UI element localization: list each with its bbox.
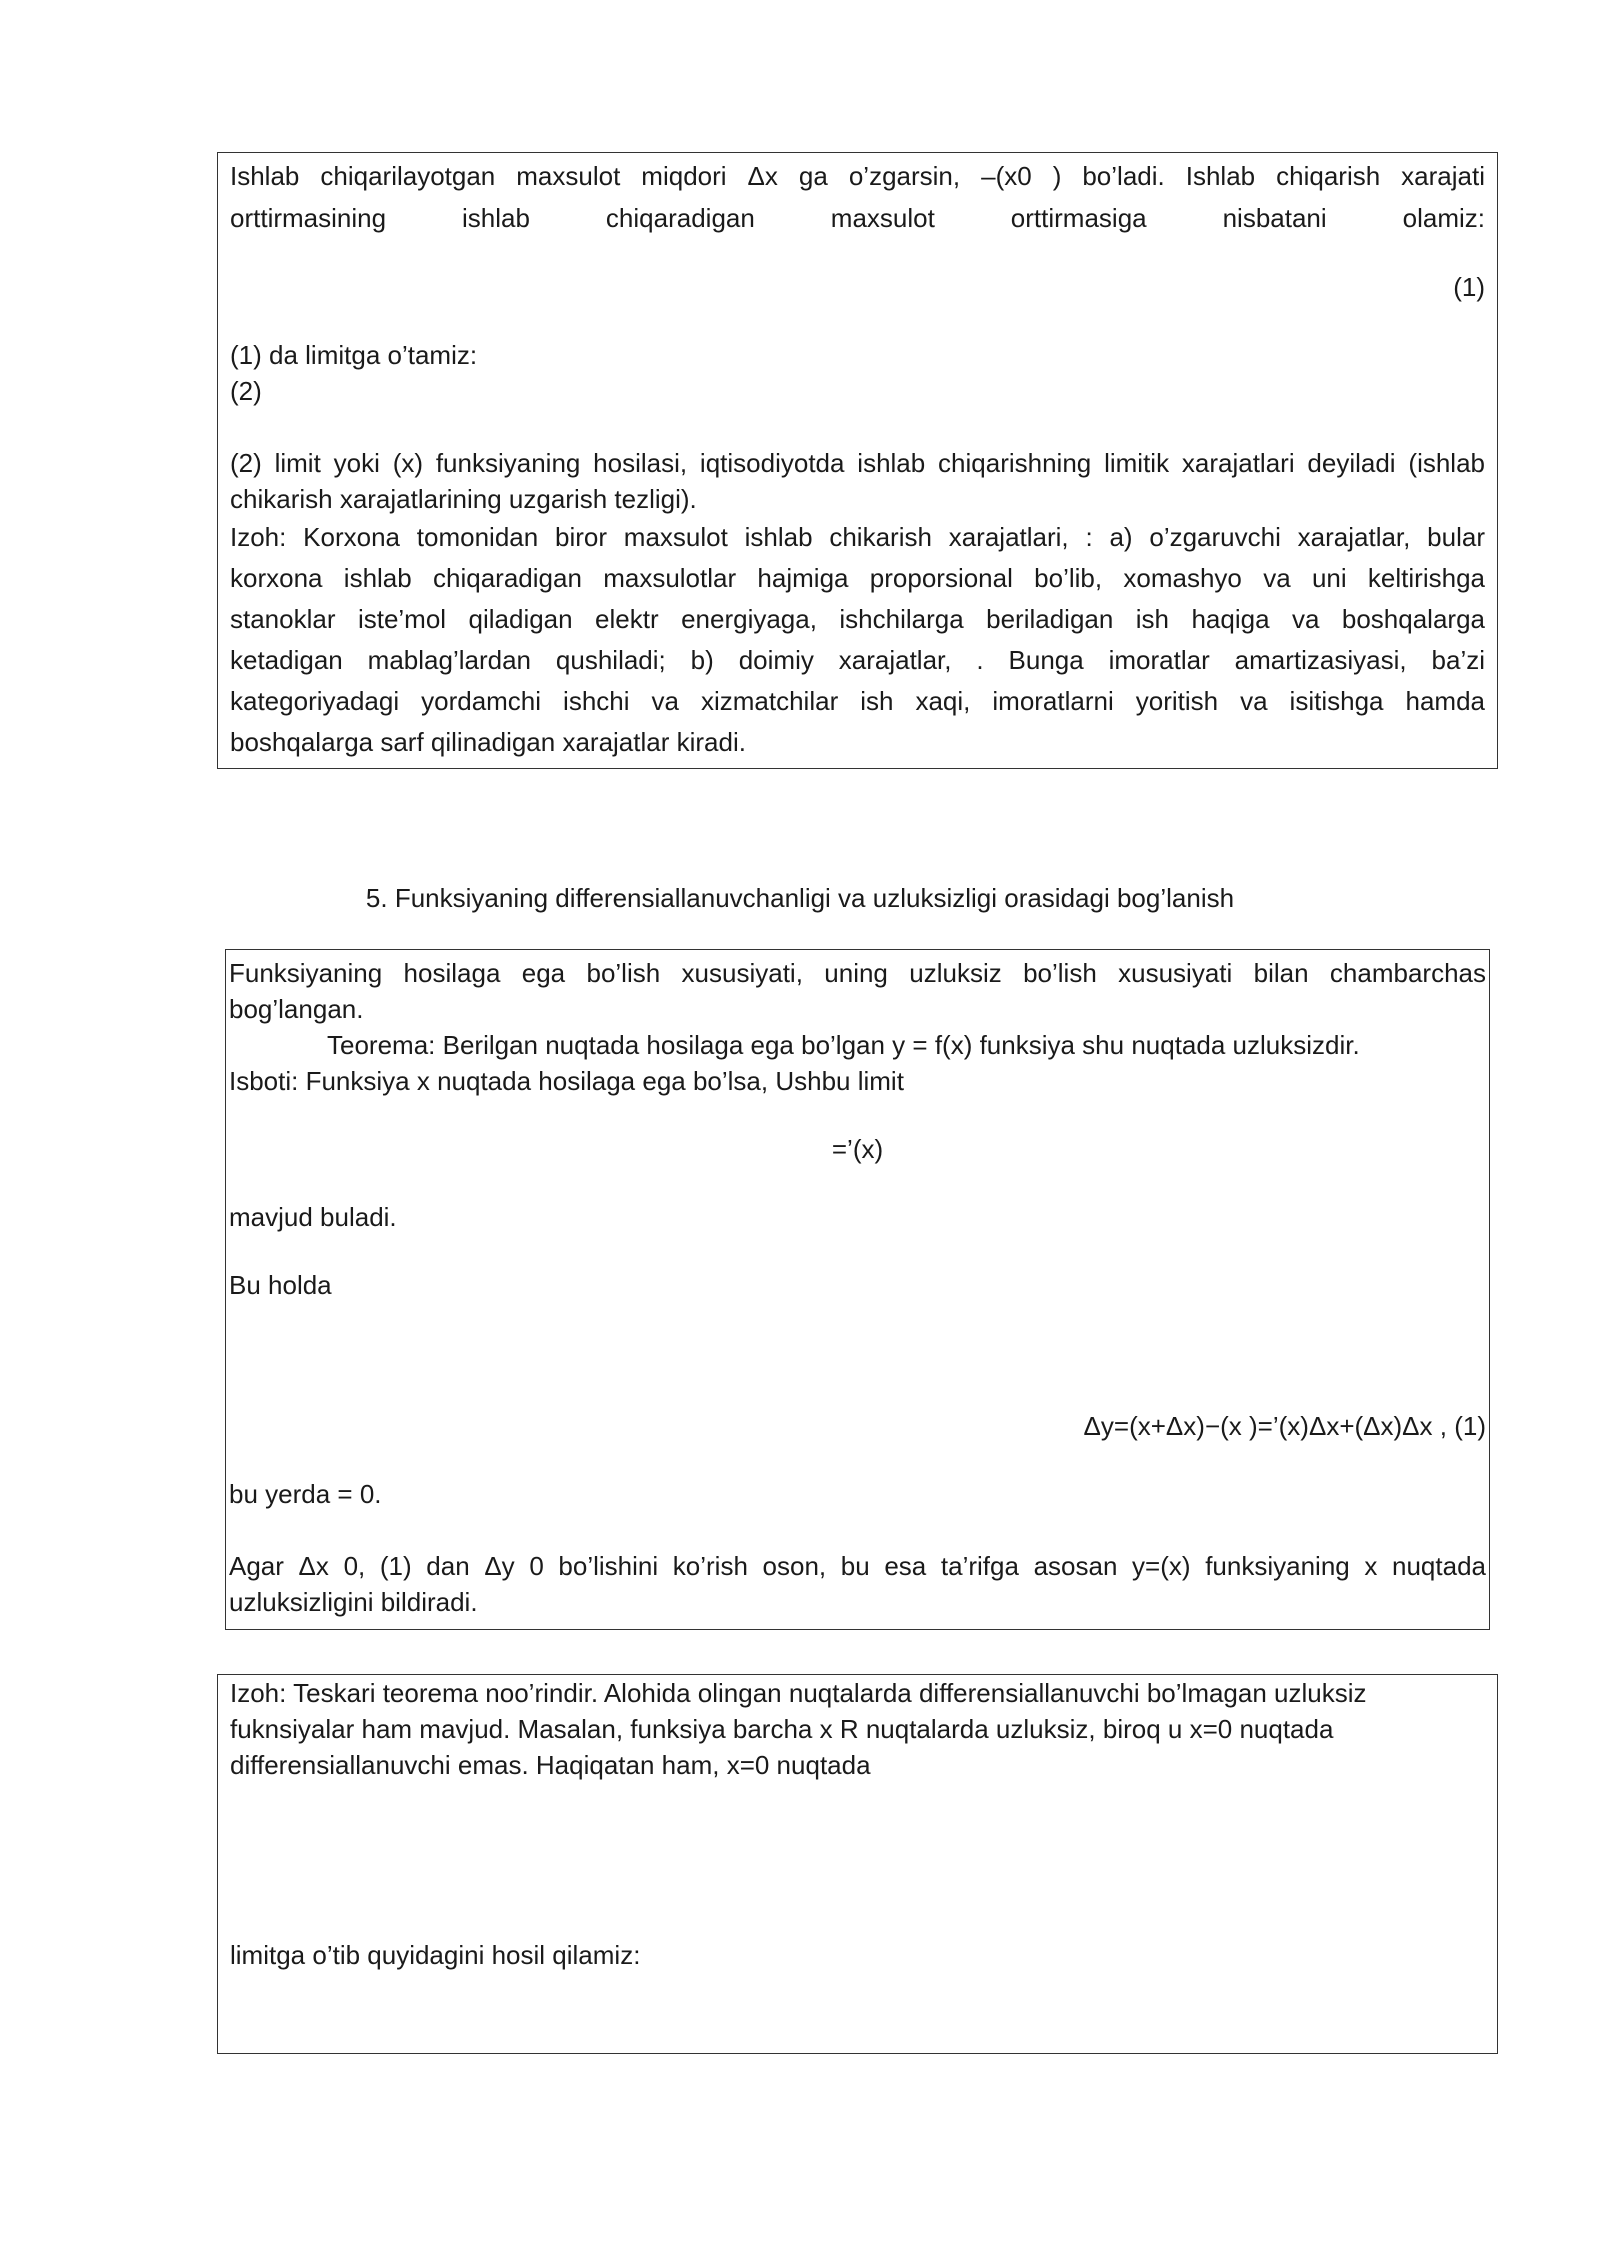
bu-yerda-text: bu yerda = 0. [229, 1479, 382, 1509]
box1-line-2: orttirmasining ishlab chiqaradigan maxsulot orttirmasiga nisbatani olamiz: [230, 203, 1485, 233]
izoh-line-1: Izoh: Korxona tomonidan biror maxsulot ishlab chikarish xarajatlari, : a) o’zgaruvchi xarajatlar, bular [230, 522, 1485, 552]
izoh-line-3: stanoklar iste’mol qiladigan elektr energiyaga, ishchilarga beriladigan ish haqiga va boshqalarga [230, 604, 1485, 634]
equation-label-2: (2) [230, 376, 262, 406]
text-box-remark [217, 1674, 1498, 2054]
conclusion-text: Agar Δx 0, (1) dan Δy 0 bo’lishini ko’rish oson, bu esa ta’rifga asosan y=(x) funksiyaning x nuqtada uzluksizligini bildiradi. [229, 1551, 1486, 1617]
text-box-theorem [225, 949, 1490, 1630]
izoh-line-5: kategoriyadagi yordamchi ishchi va xizmatchilar ish xaqi, imoratlarni yoritish va isitishga hamda [230, 686, 1485, 716]
box2-intro: Funksiyaning hosilaga ega bo’lish xususiyati, uning uzluksiz bo’lish xususiyati bilan chambarchas bog’langan. [229, 958, 1486, 1024]
remark-line-1: Izoh: Teskari teorema noo’rindir. Alohida olingan nuqtalarda differensiallanuvchi bo’lmagan uzluksiz [230, 1678, 1367, 1708]
remark-line-3: differensiallanuvchi emas. Haqiqatan ham, x=0 nuqtada [230, 1750, 871, 1780]
limit-conclusion-text: limitga o’tib quyidagini hosil qilamiz: [230, 1940, 641, 1970]
remark-line-2: fuknsiyalar ham mavjud. Masalan, funksiya barcha x R nuqtalarda uzluksiz, biroq u x=0 nuqtada [230, 1714, 1334, 1744]
izoh-line-2: korxona ishlab chiqaradigan maxsulotlar hajmiga proporsional bo’lib, xomashyo va uni keltirishga [230, 563, 1485, 593]
izoh-line-4: ketadigan mablag’lardan qushiladi; b) doimiy xarajatlar, . Bunga imoratlar amartizasiyasi, ba’zi [230, 645, 1485, 675]
equation-label-1: (1) [1453, 272, 1485, 302]
formula-increment: Δy=(x+Δx)−(x )=’(x)Δx+(Δx)Δx , (1) [1083, 1411, 1486, 1441]
formula-derivative: =’(x) [831, 1134, 884, 1164]
box1-line-1: Ishlab chiqarilayotgan maxsulot miqdori Δx ga o’zgarsin, –(x0 ) bo’ladi. Ishlab chiqarish xarajati [230, 161, 1485, 191]
text-box-marginal-cost [217, 152, 1498, 769]
section-heading: 5. Funksiyaning differensiallanuvchanligi va uzluksizligi orasidagi bog’lanish [365, 883, 1235, 913]
box1-limit-text: (1) da limitga o’tamiz: [230, 340, 478, 370]
bu-holda-text: Bu holda [229, 1270, 332, 1300]
proof-text: Isboti: Funksiya x nuqtada hosilaga ega bo’lsa, Ushbu limit [229, 1066, 904, 1096]
mavjud-text: mavjud buladi. [229, 1202, 397, 1232]
box1-paragraph: (2) limit yoki (x) funksiyaning hosilasi, iqtisodiyotda ishlab chiqarishning limitik xarajatlari deyiladi (ishlab chikarish xarajatlarining uzgarish tezligi). [230, 448, 1485, 514]
izoh-line-6: boshqalarga sarf qilinadigan xarajatlar kiradi. [230, 727, 746, 757]
theorem-text: Teorema: Berilgan nuqtada hosilaga ega bo’lgan y = f(x) funksiya shu nuqtada uzluksizdir. [327, 1030, 1360, 1060]
